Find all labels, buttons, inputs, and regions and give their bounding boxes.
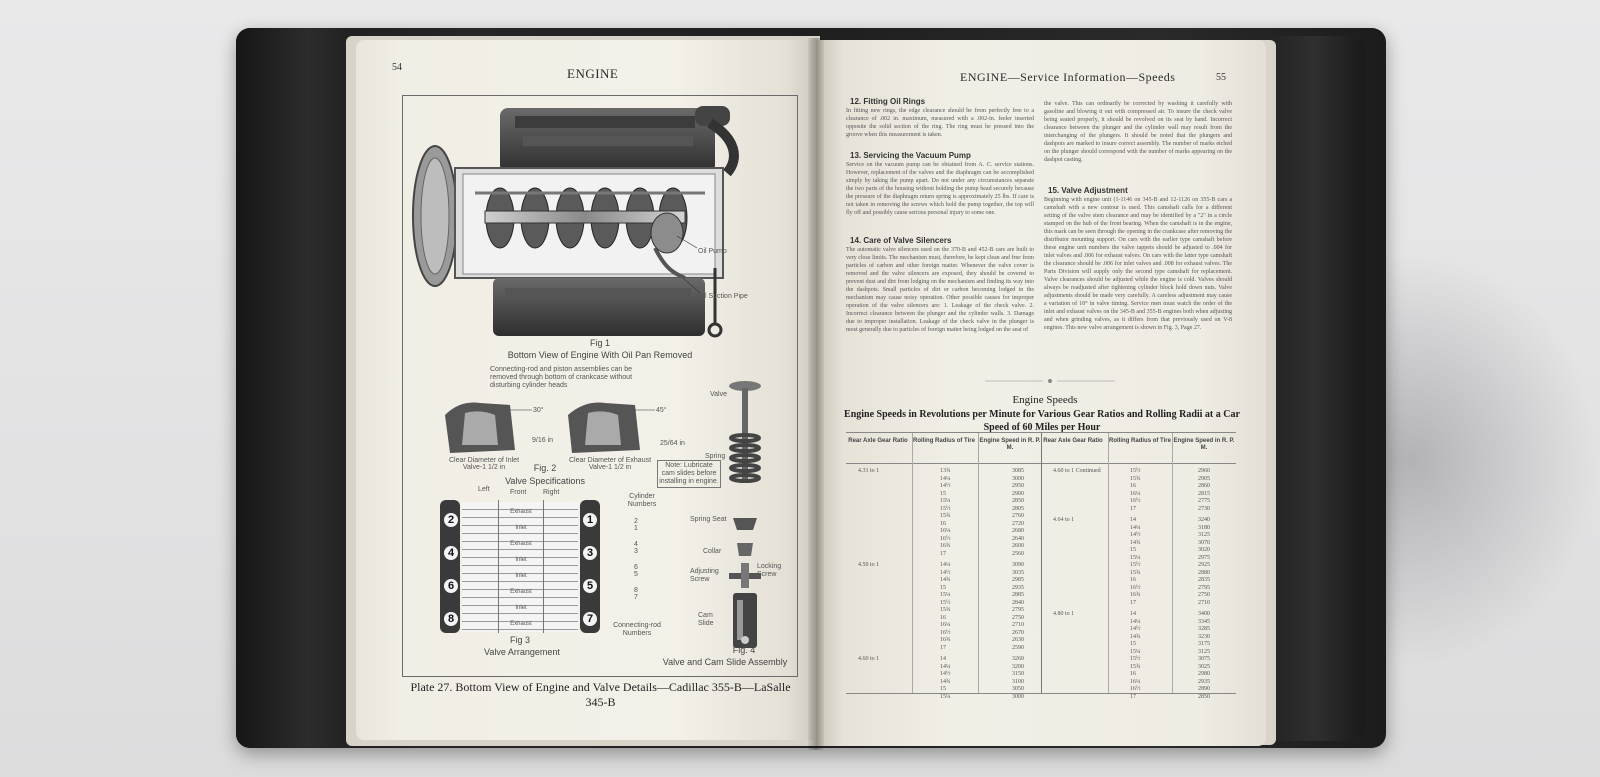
engine-rpm-cell: 2850 (1198, 693, 1210, 700)
tire-radius-cell: 15¼ (940, 498, 951, 504)
fig2-exhaust-diameter: Clear Diameter of Exhaust Valve-1 1/2 in (568, 457, 652, 471)
fig2-valve-seat-illustrations (440, 395, 690, 465)
tire-radius-cell: 15 (940, 490, 946, 497)
engine-rpm-cell: 2710 (1198, 599, 1210, 606)
table-column-header: Rear Axle Gear Ratio (1043, 438, 1103, 444)
tire-radius-cell: 16 (1130, 671, 1136, 677)
engine-rpm-cell: 2935 (1012, 584, 1024, 591)
tire-radius-cell: 14¾ (1130, 539, 1141, 546)
engine-rpm-cell: 3345 (1198, 618, 1210, 625)
cylinder-pair: 6 5 (634, 564, 650, 578)
engine-rpm-cell: 3000 (1012, 693, 1024, 700)
tire-radius-cell: 16 (940, 614, 946, 621)
label-cylinder-numbers: Cylinder Numbers (627, 493, 657, 508)
engine-rpm-cell: 3035 (1012, 569, 1024, 576)
cylinder-pair: 2 1 (634, 518, 650, 532)
engine-rpm-cell: 2630 (1012, 637, 1024, 643)
engine-rpm-cell: 2680 (1012, 528, 1024, 534)
fig1-title: Bottom View of Engine With Oil Pan Removed (507, 350, 693, 360)
engine-rpm-cell: 2925 (1198, 562, 1210, 568)
tire-radius-cell: 16 (1130, 483, 1136, 489)
tire-radius-cell: 16¾ (1130, 592, 1141, 598)
section-heading: 14. Care of Valve Silencers (850, 236, 952, 245)
table-column-header: Engine Speed in R. P. M. (1173, 438, 1235, 451)
table-subtitle: Engine Speeds in Revolutions per Minute for Various Gear Ratios and Rolling Radii at a Car Speed of 60 Miles per Hour (844, 409, 1240, 433)
callout-cam-slide: Cam Slide (698, 612, 714, 627)
engine-rpm-cell: 3125 (1198, 648, 1210, 655)
left-page-number: 54 (392, 62, 402, 73)
fig3-valve-arrangement (440, 500, 600, 635)
tire-radius-cell: 13¾ (940, 468, 951, 474)
gear-ratio-cell: 4.60 to 1 (858, 656, 880, 662)
tire-radius-cell: 14 (1130, 517, 1136, 523)
engine-rpm-cell: 2710 (1012, 622, 1024, 628)
engine-rpm-cell: 2900 (1012, 490, 1024, 497)
engine-rpm-cell: 2640 (1012, 535, 1024, 542)
tire-radius-cell: 14¼ (1130, 618, 1141, 625)
tire-radius-cell: 16¼ (940, 622, 951, 628)
tire-radius-cell: 14¼ (940, 663, 951, 670)
engine-rpm-cell: 2840 (1012, 599, 1024, 606)
engine-rpm-cell: 3400 (1198, 611, 1210, 617)
engine-rpm-cell: 2730 (1198, 505, 1210, 512)
tire-radius-cell: 15¼ (940, 693, 951, 700)
engine-rpm-cell: 2750 (1198, 592, 1210, 598)
table-column-header: Rear Axle Gear Ratio (848, 438, 908, 444)
table-title: Engine Speeds (1012, 394, 1078, 406)
callout-collar: Collar (703, 548, 722, 555)
tire-radius-cell: 15¾ (1130, 475, 1141, 482)
cylinder-badge: 5 (583, 579, 597, 593)
valve-row-label: Exhaust (510, 621, 532, 627)
left-running-head: ENGINE (567, 66, 619, 81)
cylinder-badge: 7 (583, 612, 597, 626)
tire-radius-cell: 14¼ (940, 475, 951, 482)
valve-row-label: Exhaust (510, 589, 532, 595)
tire-radius-cell: 15¾ (1130, 663, 1141, 670)
engine-rpm-cell: 2720 (1012, 520, 1024, 527)
valve-row-label: Exhaust (510, 509, 532, 515)
tire-radius-cell: 15 (1130, 547, 1136, 553)
right-running-head: ENGINE—Service Information—Speeds (960, 70, 1176, 84)
tire-radius-cell: 15 (1130, 641, 1136, 647)
gear-ratio-cell: 4.64 to 1 (1053, 517, 1075, 523)
engine-rpm-cell: 2960 (1198, 468, 1210, 474)
gear-ratio-cell: 4.31 to 1 (858, 468, 880, 474)
engine-rpm-cell: 2590 (1012, 644, 1024, 651)
tire-radius-cell: 15 (940, 584, 946, 591)
tire-radius-cell: 15¼ (1130, 554, 1141, 561)
callout-spring-seat: Spring Seat (690, 516, 727, 523)
tire-radius-cell: 14½ (940, 483, 951, 489)
dim-inlet: 9/16 in (532, 437, 554, 444)
engine-rpm-cell: 2935 (1198, 678, 1210, 685)
engine-rpm-cell: 3230 (1198, 633, 1210, 640)
label-right: Right (543, 489, 560, 496)
engine-rpm-cell: 2670 (1012, 629, 1024, 636)
tire-radius-cell: 14¾ (940, 577, 951, 583)
tire-radius-cell: 16½ (1130, 498, 1141, 504)
tire-radius-cell: 14¼ (1130, 524, 1141, 531)
valve-row-label: Inlet (515, 573, 527, 579)
cylinder-badge: 8 (444, 612, 458, 626)
engine-rpm-cell: 2775 (1198, 498, 1210, 504)
valve-row-label: Inlet (515, 557, 527, 563)
tire-radius-cell: 14¼ (940, 562, 951, 568)
valve-row-label: Exhaust (510, 541, 532, 547)
callout-spring: Spring (705, 453, 726, 460)
label-left: Left (478, 486, 490, 493)
fig3-title: Valve Arrangement (484, 647, 560, 657)
tire-radius-cell: 16¼ (1130, 678, 1141, 685)
engine-rpm-cell: 2850 (1012, 498, 1024, 504)
label-front: Front (510, 489, 527, 496)
callout-locking-screw: Locking Screw (757, 563, 782, 578)
fig2-title: Valve Specifications (505, 476, 585, 486)
fig1-label: Fig 1 (589, 338, 610, 348)
engine-rpm-cell: 3200 (1012, 663, 1024, 670)
book-cover-left-edge (236, 28, 356, 748)
tire-radius-cell: 16 (940, 520, 946, 527)
cylinder-badge: 4 (444, 546, 458, 560)
tire-radius-cell: 14¾ (1130, 633, 1141, 640)
engine-rpm-cell: 3000 (1012, 475, 1024, 482)
tire-radius-cell: 14½ (1130, 626, 1141, 632)
tire-radius-cell: 17 (940, 644, 946, 651)
tire-radius-cell: 14 (940, 656, 946, 662)
engine-rpm-cell: 3020 (1198, 547, 1210, 553)
fig4-title: Valve and Cam Slide Assembly (662, 657, 788, 667)
valve-row-label: Inlet (515, 525, 527, 531)
engine-rpm-cell: 2600 (1012, 543, 1024, 549)
engine-rpm-cell: 3100 (1012, 678, 1024, 685)
engine-rpm-cell: 2985 (1012, 577, 1024, 583)
cylinder-pair: 8 7 (634, 587, 650, 601)
tire-radius-cell: 14½ (940, 671, 951, 677)
book-cover-right-edge (1265, 36, 1365, 741)
engine-rpm-cell: 3025 (1198, 663, 1210, 670)
tire-radius-cell: 15½ (1130, 468, 1141, 474)
table-column-header: Engine Speed in R. P. M. (979, 438, 1041, 451)
book-gutter (808, 38, 824, 750)
section-paragraph: The automatic valve silencers used on the 370-B and 452-B cars are built to very close limits. The mechanism must, therefore, be kept clean and free from particles of carbon and other foreign matter. Whenever the valve cover is removed and the valve silencers are exposed, they should be covered to prevent dust and dirt from lodging on the mechanism and finding its way into the dashpots. Small particles of dirt or carbon becoming lodged in the mechanism may cause noisy operation. Other possible causes for improper operation of the valve silencers are: 1. Leakage of the check valve. 2. Incorrect clearance between the plunger and the cylinder walls. 3. Damage due to improper installation. Leakage of the check valve in the plunger is most generally due to particles of foreign matter being lodged on the seat of (846, 247, 1034, 333)
right-page-number: 55 (1216, 72, 1226, 83)
tire-radius-cell: 14½ (1130, 532, 1141, 538)
section-paragraph: Service on the vacuum pump can be obtained from A. C. service stations. However, replacement of the valves and the diaphragm can be accomplished simply by taking the pump apart. Do not under any circumstances separate the two parts of the housing without holding the pump head securely because the pressure of the diaphragm return spring is approximately 25 lbs. If care is not taken in removing the screws which hold the pump together, the top will fly off and possibly cause serious personal injury to some one. (846, 162, 1034, 216)
dim-exhaust: 25/64 in (660, 440, 685, 447)
tire-radius-cell: 15½ (940, 599, 951, 606)
gear-ratio-cell: 4.80 to 1 (1053, 611, 1075, 617)
tire-radius-cell: 15¾ (940, 513, 951, 519)
tire-radius-cell: 14½ (940, 569, 951, 576)
tire-radius-cell: 16½ (1130, 584, 1141, 591)
tire-radius-cell: 16½ (940, 535, 951, 542)
cylinder-badge: 3 (583, 546, 597, 560)
engine-rpm-cell: 2835 (1198, 577, 1210, 583)
gear-ratio-cell: 4.50 to 1 (858, 562, 880, 568)
engine-rpm-cell: 2560 (1012, 550, 1024, 557)
tire-radius-cell: 15 (940, 686, 946, 692)
engine-rpm-cell: 3050 (1012, 686, 1024, 692)
fig3-label: Fig 3 (509, 635, 530, 645)
engine-rpm-cell: 3075 (1198, 656, 1210, 662)
section-paragraph: the valve. This can ordinarily be corrected by washing it carefully with gasoline and blowing it out with compressed air. To insure the check valve being seated properly, it should be revolved on its seat by hand. Incorrect clearance between the plunger and the cylinder wall may result from the interchanging of the plungers. It should be noted that the plungers and dashpots are marked to insure correct assembly. The number of marks etched on the plunger should correspond with the number of marks appearing on the dashpot casting. (1044, 101, 1232, 163)
engine-rpm-cell: 3070 (1198, 539, 1210, 546)
engine-rpm-cell: 2890 (1198, 686, 1210, 692)
section-divider (985, 376, 1115, 386)
engine-rpm-cell: 3085 (1012, 468, 1024, 474)
tire-radius-cell: 15½ (940, 505, 951, 512)
tire-radius-cell: 15½ (1130, 562, 1141, 568)
callout-adjusting-screw: Adjusting Screw (690, 568, 719, 583)
callout-valve: Valve (710, 391, 727, 398)
cylinder-badge: 1 (583, 513, 597, 527)
fig4-label: Fig. 4 (732, 645, 756, 655)
engine-rpm-cell: 3175 (1198, 641, 1210, 647)
note-box: Note: Lubricate cam slides before installing in engine. (657, 460, 721, 488)
tire-radius-cell: 16½ (1130, 686, 1141, 692)
engine-rpm-cell: 2760 (1012, 513, 1024, 519)
engine-rpm-cell: 3240 (1198, 517, 1210, 523)
engine-rpm-cell: 2950 (1012, 483, 1024, 489)
tire-radius-cell: 15¾ (1130, 569, 1141, 576)
engine-rpm-cell: 2880 (1198, 569, 1210, 576)
callout-oil-suction: Oil Suction Pipe (698, 293, 748, 300)
engine-rpm-cell: 2805 (1012, 505, 1024, 512)
section-heading: 13. Servicing the Vacuum Pump (850, 151, 971, 160)
section-paragraph: Beginning with engine unit (1-1146 on 345-B and 12-1126 on 355-B cars a camshaft with a new contour is used. This camshaft calls for a different setting of the valve stem clearance and may be identified by a "2" in a circle stamped on the hub of the front bearing. When the camshaft is in the engine, this mark can be seen through the opening in the crankcase after removing the distributor mounting support. On cars with the earlier type camshaft before these engine unit numbers the valve tappets should be adjusted to .004 for inlet valves and .006 for exhaust valves. On cars with the latter type camshaft the clearance should be .006 for inlet valves and .008 for exhaust valves. The Parts Division will supply only the second type camshaft for replacement. Valve clearances should be adjusted while the engine is cold. Valves should always be readjusted after tightening cylinder block hold down nuts. Valve adjustments should be made very carefully. A careless adjustment may cause a variation of 10° in valve timing. Service men must watch the order of the inlet and exhaust valves on the 345-B and 355-B engines both when adjusting and when grinding valves, as it differs from that previously used on V-8 engines. This new valve arrangement is shown in Fig. 3, Page 27. (1044, 197, 1232, 331)
callout-oil-pump: Oil Pump (698, 248, 727, 255)
engine-rpm-cell: 3090 (1012, 562, 1024, 568)
section-paragraph: In fitting new rings, the edge clearance should be from perfectly free to a clearance of .002 in. maximum, measured with a .002-in. feeler inserted opposite the solid section of the ring. The ring must be pressed into the groove when this measurement is taken. (846, 108, 1034, 138)
valve-row-label: Inlet (515, 605, 527, 611)
engine-rpm-cell: 2980 (1198, 671, 1210, 677)
engine-rpm-cell: 2815 (1198, 490, 1210, 497)
engine-rpm-cell: 3285 (1198, 626, 1210, 632)
angle-inlet: 30° (533, 407, 544, 414)
tire-radius-cell: 15¾ (940, 607, 951, 613)
engine-rpm-cell: 3180 (1198, 524, 1210, 531)
engine-rpm-cell: 3150 (1012, 671, 1024, 677)
engine-rpm-cell: 2795 (1198, 584, 1210, 591)
section-heading: 15. Valve Adjustment (1048, 186, 1128, 195)
tire-radius-cell: 17 (1130, 599, 1136, 606)
section-heading: 12. Fitting Oil Rings (850, 97, 926, 106)
tire-radius-cell: 15½ (1130, 656, 1141, 662)
tire-radius-cell: 16¾ (940, 637, 951, 643)
tire-radius-cell: 16¾ (940, 543, 951, 549)
tire-radius-cell: 17 (1130, 505, 1136, 512)
tire-radius-cell: 15¼ (940, 592, 951, 598)
tire-radius-cell: 14 (1130, 611, 1136, 617)
fig1-note: Connecting-rod and piston assemblies can be removed through bottom of crankcase without disturbing cylinder heads (490, 366, 633, 389)
tire-radius-cell: 16 (1130, 577, 1136, 583)
fig2-inlet-diameter: Clear Diameter of Inlet Valve-1 1/2 in (448, 457, 520, 471)
tire-radius-cell: 14¾ (940, 678, 951, 685)
tire-radius-cell: 16½ (940, 629, 951, 636)
engine-rpm-cell: 2905 (1198, 475, 1210, 482)
angle-exhaust: 45° (656, 407, 667, 414)
tire-radius-cell: 16¼ (940, 528, 951, 534)
table-column-header: Rolling Radius of Tire (913, 438, 975, 444)
tire-radius-cell: 15¼ (1130, 648, 1141, 655)
engine-rpm-cell: 2860 (1198, 483, 1210, 489)
table-column-header: Rolling Radius of Tire (1109, 438, 1171, 444)
engine-rpm-cell: 3260 (1012, 656, 1024, 662)
fig1-engine-illustration (405, 98, 793, 348)
plate-caption: Plate 27. Bottom View of Engine and Valve Details—Cadillac 355-B—LaSalle 345-B (410, 680, 791, 709)
engine-rpm-cell: 2885 (1012, 592, 1024, 598)
engine-rpm-cell: 2750 (1012, 614, 1024, 621)
tire-radius-cell: 17 (1130, 693, 1136, 700)
cylinder-badge: 6 (444, 579, 458, 593)
label-connecting-rod-numbers: Connecting-rod Numbers (613, 622, 661, 637)
tire-radius-cell: 16¼ (1130, 490, 1141, 497)
cylinder-pair: 4 3 (634, 541, 650, 555)
gear-ratio-cell: 4.60 to 1 Continued (1053, 468, 1101, 474)
engine-rpm-cell: 2795 (1012, 607, 1024, 613)
fig2-label: Fig. 2 (533, 463, 557, 473)
engine-rpm-cell: 3125 (1198, 532, 1210, 538)
cylinder-badge: 2 (444, 513, 458, 527)
engine-rpm-cell: 2975 (1198, 554, 1210, 561)
tire-radius-cell: 17 (940, 550, 946, 557)
